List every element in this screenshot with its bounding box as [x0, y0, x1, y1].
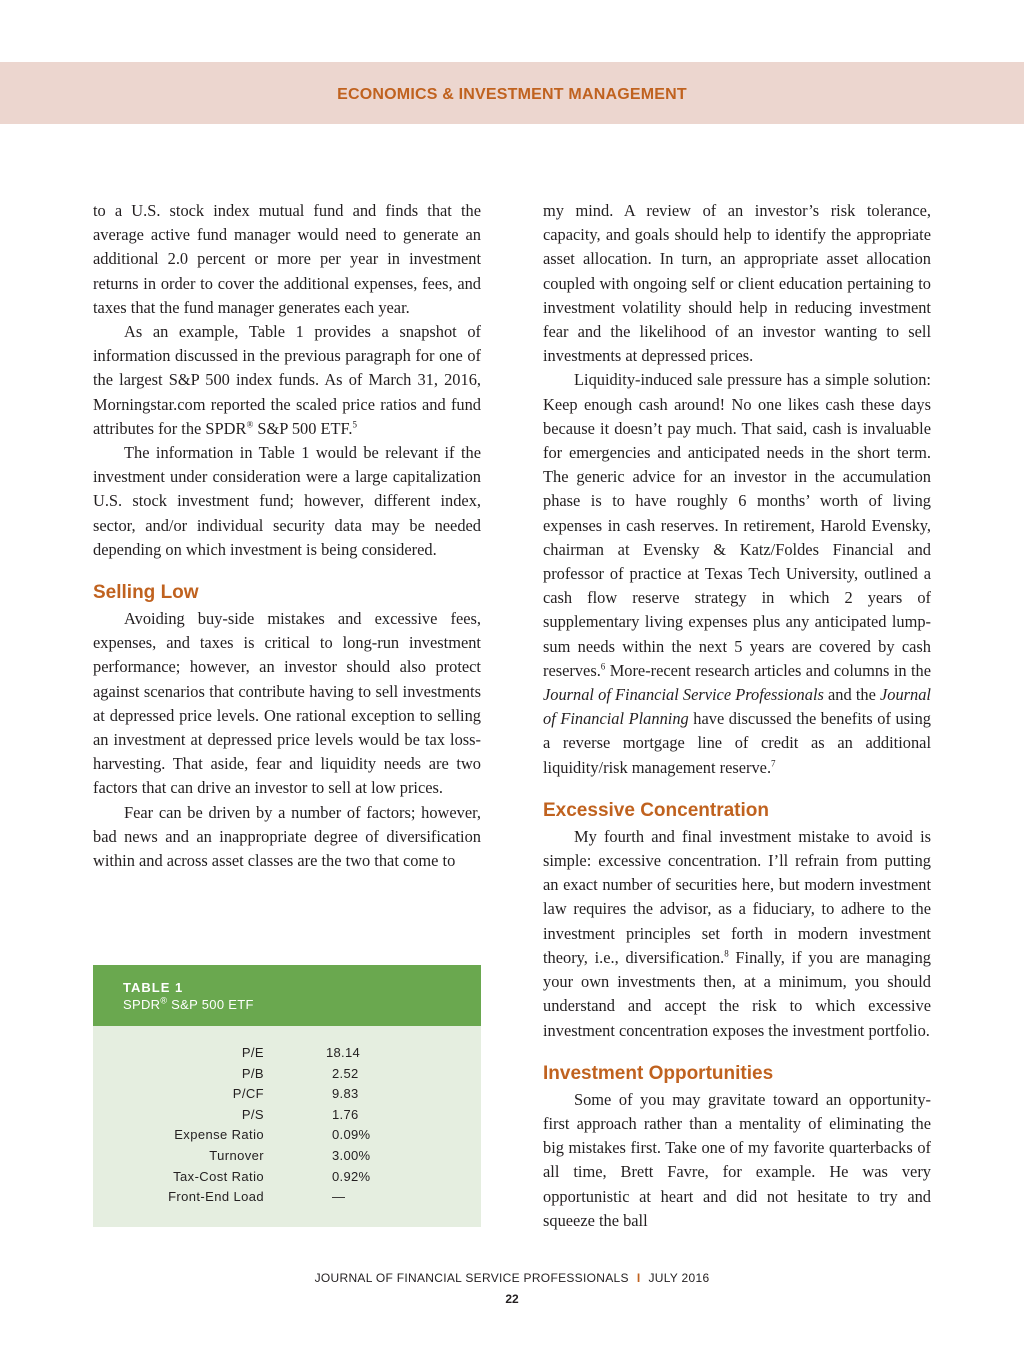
journal-name: JOURNAL OF FINANCIAL SERVICE PROFESSIONALS [314, 1271, 629, 1285]
footnote-ref: 8 [724, 948, 729, 959]
footer-separator: I [636, 1271, 641, 1285]
row-value: 0.09% [332, 1127, 371, 1143]
row-value: 3.00% [332, 1147, 371, 1163]
paragraph: Liquidity-induced sale pressure has a simple solution: Keep enough cash around! No one likes cash these days because it doesn’t pay much. That said, cash is invaluable for emergencies and anticipated needs in the short term. The generic advice for an investor in the accumulation phase is to have roughly 6 months’ worth of living expenses in cash reserves. In retirement, Harold Evensky, chairman at Evensky & Katz/Foldes Financial and professor of practice at Texas Tech University, outlined a cash flow reserve strategy in which 2 years of supplementary living expenses plus any anticipated lump-sum needs within the next 5 years are covered by cash reserves.$^6$ More-recent research articles and columns in the Journal of Financial Service Professionals and the Journal of Financial Planning have discussed the benefits of using a reverse mortgage line of credit as an additional liquidity/risk management reserve.$^7$ [543, 370, 931, 777]
paragraph: Avoiding buy-side mistakes and excessive fees, expenses, and taxes is critical to long-run investment performance; however, an investor should also protect against scenarios that contribute having to sell investments at depressed price levels. One rational exception to selling an investment at depressed price levels would be tax loss-harvesting. That aside, fear and liquidity needs are two factors that can drive an investor to sell at low prices. [93, 609, 481, 798]
table-row [93, 1045, 481, 1066]
paragraph: to a U.S. stock index mutual fund and finds that the average active fund manager would need to generate an additional 2.0 percent or more per year in investment returns in order to cover the additional expenses, fees, and taxes that the fund manager generates each year. [93, 201, 481, 317]
row-label: P/B [241, 1065, 264, 1081]
row-label: Tax-Cost Ratio [173, 1168, 264, 1184]
row-label: P/E [241, 1045, 264, 1060]
footnote-ref: 7 [771, 758, 776, 769]
row-label: P/S [241, 1106, 264, 1122]
footnote-ref: 6 [600, 661, 606, 672]
table-row [93, 1189, 481, 1210]
paragraph: My fourth and final investment mistake to avoid is simple: excessive concentration. I’ll refrain from putting an exact number of securities here, but modern investment law requires the advisor, as a fiduciary, to adhere to the investment principles set forth in modern investment theory, i.e., diversification.$^8$ Finally, if you are managing your own investments then, at a minimum, you should understand and accept the risk to which excessive investment concentration exposes the investment portfolio. [543, 826, 931, 1040]
row-label: Turnover [209, 1147, 264, 1163]
row-value: 9.83 [332, 1086, 359, 1102]
table-1 [93, 965, 481, 1227]
table-row [93, 1066, 481, 1087]
journal-title: Journal of Financial Planning [543, 685, 931, 729]
journal-title: Journal of Financial Service Professionals [543, 685, 824, 705]
row-label: P/CF [232, 1086, 264, 1102]
right-column [543, 199, 931, 1233]
row-label: Expense Ratio [174, 1127, 264, 1143]
section-heading: Excessive Concentration [543, 799, 769, 821]
row-value: 2.52 [332, 1065, 359, 1081]
table-row [93, 1127, 481, 1148]
paragraph: my mind. A review of an investor’s risk tolerance, capacity, and goals should help to identify the appropriate asset allocation. In turn, an appropriate asset allocation coupled with ongoing self or client education pertaining to investment volatility should help in reducing investment fear and the likelihood of an investor wanting to sell investments at depressed prices. [543, 201, 931, 366]
section-heading: Selling Low [93, 582, 199, 604]
table-row [93, 1086, 481, 1107]
table-label: TABLE 1 [123, 980, 184, 995]
table-row [93, 1148, 481, 1169]
table-row [93, 1107, 481, 1128]
table-subtitle: SPDR® S&P 500 ETF [123, 995, 254, 1012]
issue-date: JULY 2016 [648, 1271, 710, 1285]
paragraph: Fear can be driven by a number of factors; however, bad news and an inappropriate degree of diversification within and across asset classes are the two that come to [93, 802, 481, 871]
table-header [93, 965, 481, 1026]
row-value: — [332, 1189, 346, 1205]
row-label: Front-End Load [168, 1189, 264, 1205]
page-footer [0, 1271, 1024, 1285]
section-title: ECONOMICS & INVESTMENT MANAGEMENT [337, 86, 687, 103]
paragraph: Some of you may gravitate toward an opportunity-first approach rather than a mentality of eliminating the big mistakes first. Take one of my favorite quarterbacks of all time, Brett Favre, for example. He was very opportunistic at heart and did not hesitate to try and squeeze the ball [543, 1089, 931, 1230]
paragraph: As an example, Table 1 provides a snapshot of information discussed in the previous paragraph for one of the largest S&P 500 index funds. As of March 31, 2016, Morningstar.com reported the scaled price ratios and fund attributes for the SPDR® S&P 500 ETF.$^5$ [93, 322, 481, 438]
paragraph: The information in Table 1 would be relevant if the investment under consideration were a large capitalization U.S. stock investment fund; however, different index, sector, and/or individual security data may be needed depending on which investment is being considered. [93, 443, 481, 559]
row-value: 0.92% [332, 1168, 371, 1184]
table-row [93, 1169, 481, 1190]
left-column [93, 199, 481, 873]
section-heading: Investment Opportunities [543, 1062, 774, 1084]
row-value: 18.14 [326, 1045, 361, 1060]
table-body [93, 1045, 481, 1210]
page-number: 22 [505, 1292, 519, 1306]
row-value: 1.76 [332, 1106, 359, 1122]
footnote-ref: 5 [352, 419, 357, 430]
